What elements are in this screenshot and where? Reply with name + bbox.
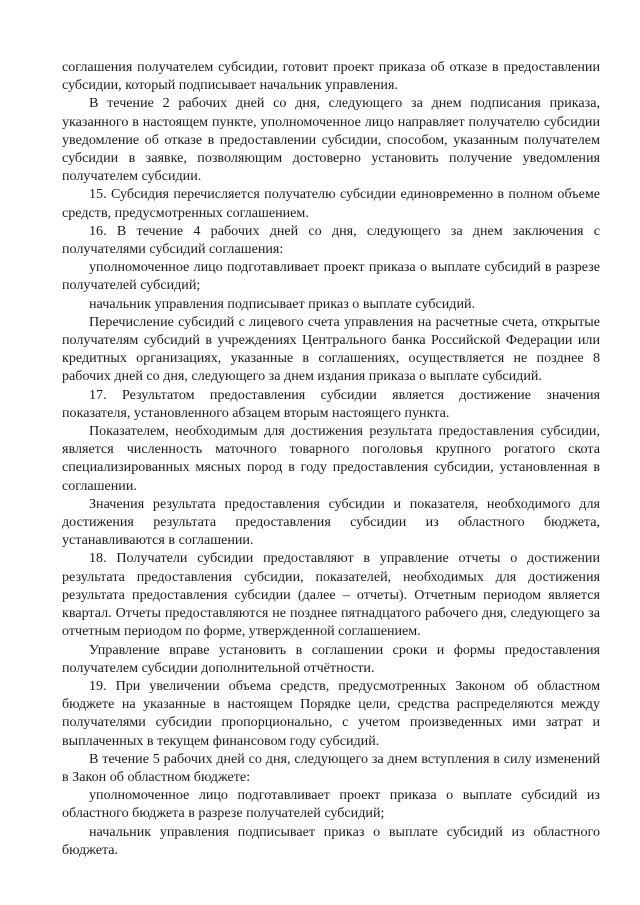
paragraph-continuation: соглашения получателем субсидии, готовит проект приказа об отказе в предоставлении субсидии, который подписывает начальник управления. xyxy=(62,59,600,94)
paragraph-indicator: Показателем, необходимым для достижения результата предоставления субсидии, является численность маточного товарного поголовья крупного рогатого скота специализированных мясных пород в году предоставления субсидии, установленная в соглашении. xyxy=(62,423,600,494)
paragraph-item-15: 15. Субсидия перечисляется получателю субсидии единовременно в полном объеме средств, предусмотренных соглашением. xyxy=(62,186,600,221)
paragraph-item-16-sub-2: начальник управления подписывает приказ о выплате субсидий. xyxy=(89,295,476,312)
paragraph-budget-changes: В течение 5 рабочих дней со дня, следующего за днем вступления в силу изменений в Закон об областном бюджете: xyxy=(62,750,600,785)
paragraph-budget-changes-sub-1: уполномоченное лицо подготавливает проект приказа о выплате субсидий из областного бюджета в разрезе получателей субсидий; xyxy=(62,787,600,822)
paragraph-values: Значения результата предоставления субсидии и показателя, необходимого для достижения результата предоставления субсидии из областного бюджета, устанавливаются в соглашении. xyxy=(62,495,600,549)
paragraph-budget-changes-sub-2: начальник управления подписывает приказ о выплате субсидий из областного бюджета. xyxy=(62,823,600,858)
paragraph-item-16-sub-1: уполномоченное лицо подготавливает проект приказа о выплате субсидий в разрезе получателей субсидий; xyxy=(62,259,600,294)
paragraph-item-17: 17. Результатом предоставления субсидии является достижение значения показателя, установленного абзацем вторым настоящего пункта. xyxy=(62,386,600,421)
paragraph-transfer: Перечисление субсидий с лицевого счета управления на расчетные счета, открытые получателям субсидий в учреждениях Центрального банка Российской Федерации или кредитных организациях, указанные в соглашениях, осуществляется не позднее 8 рабочих дней со дня, следующего за днем издания приказа о выплате субсидий. xyxy=(62,313,600,385)
paragraph-notification-refusal: В течение 2 рабочих дней со дня, следующего за днем подписания приказа, указанного в настоящем пункте, уполномоченное лицо направляет получателю субсидии уведомление об отказе в предоставлении субсидии, способом, указанным получателем субсидии в заявке, позволяющим достоверно установить получение уведомления получателем субсидии. xyxy=(62,95,600,185)
document-page xyxy=(62,58,600,859)
paragraph-item-18: 18. Получатели субсидии предоставляют в управление отчеты о достижении результата предоставления субсидии, показателей, необходимых для достижения результата предоставления субсидии (далее – отчеты). Отчетным периодом является квартал. Отчеты предоставляются не позднее пятнадцатого рабочего дня, следующего за отчетным периодом по форме, утвержденной соглашением. xyxy=(62,550,600,640)
paragraph-item-19: 19. При увеличении объема средств, предусмотренных Законом об областном бюджете на указанные в настоящем Порядке цели, средства распределяются между получателями субсидии пропорционально, с учетом произведенных ими затрат и выплаченных в текущем финансовом году субсидий. xyxy=(62,677,600,749)
paragraph-item-16: 16. В течение 4 рабочих дней со дня, следующего за днем заключения с получателями субсидий соглашения: xyxy=(62,222,600,258)
paragraph-additional-reporting: Управление вправе установить в соглашении сроки и формы предоставления получателем субсидии дополнительной отчётности. xyxy=(62,641,600,676)
